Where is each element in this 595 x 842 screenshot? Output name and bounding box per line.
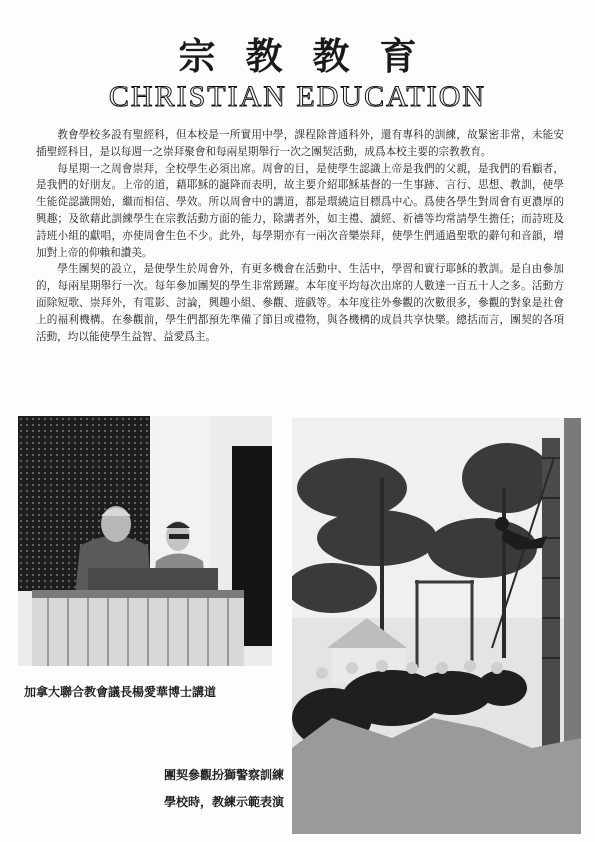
page-title-english: CHRISTIAN EDUCATION xyxy=(108,80,487,113)
photo-speaker-at-podium xyxy=(18,416,272,666)
paragraph: 教會學校多設有聖經科，但本校是一所實用中學，課程除普通科外，還有專科的訓練，故緊密非常，未能安插聖經科目，是以每週一之崇拜聚會和每兩星期舉行一次之團契活動，成爲本校主要的宗教教育。 xyxy=(36,129,564,158)
page-title-chinese: 宗教教育 xyxy=(178,34,447,78)
caption-speaker: 加拿大聯合教會議長楊愛華博士講道 xyxy=(24,685,217,699)
caption-line: 學校時，教練示範表演 xyxy=(163,795,284,809)
caption-line: 團契參觀扮獅警察訓練 xyxy=(163,768,284,782)
paragraph: 每星期一之周會崇拜，全校學生必須出席。周會的目，是使學生認識上帝是我們的父親，是我們的看顧者，是我們的好朋友。上帝的道，藉耶穌的誕降而表明，故主要介紹耶穌基督的一生事跡、言行、思想、教訓，使學生能從認識開始，繼而相信、學效。所以周會中的講道，都是環繞這目標爲中心。爲使各學生對周會有更濃厚的興趣；及欲藉此訓練學生在宗教活動方面的能力，除講者外，如主禮、讀經、祈禱等均常請學生擔任；而詩班及詩班小組的獻唱，亦使周會生色不少。此外，每學期亦有一兩次音樂崇拜，使學生們通過聖歌的辭句和音韻，增加對上帝的仰賴和讚美。 xyxy=(36,162,564,259)
paragraph: 學生團契的設立，是使學生於周會外，有更多機會在活動中、生活中，學習和實行耶穌的教訓。是自由參加的，每兩星期舉行一次。每年參加團契的學生非常踴躍。本年度平均每次出席的人數達一百五十人之多。活動方面除短歌、崇拜外，有電影、討論，興趣小組、參觀、遊戲等。本年度往外參觀的次數很多，參觀的對象是社會上的福利機構。在參觀前，學生們都預先準備了節目或禮物，與各機構的成員共享快樂。總括而言，團契的各項活動，均以能使學生益智、益愛爲主。 xyxy=(36,263,564,343)
photo-outdoor-demonstration xyxy=(292,418,581,834)
caption-demonstration xyxy=(122,762,284,816)
body-text xyxy=(36,127,564,345)
